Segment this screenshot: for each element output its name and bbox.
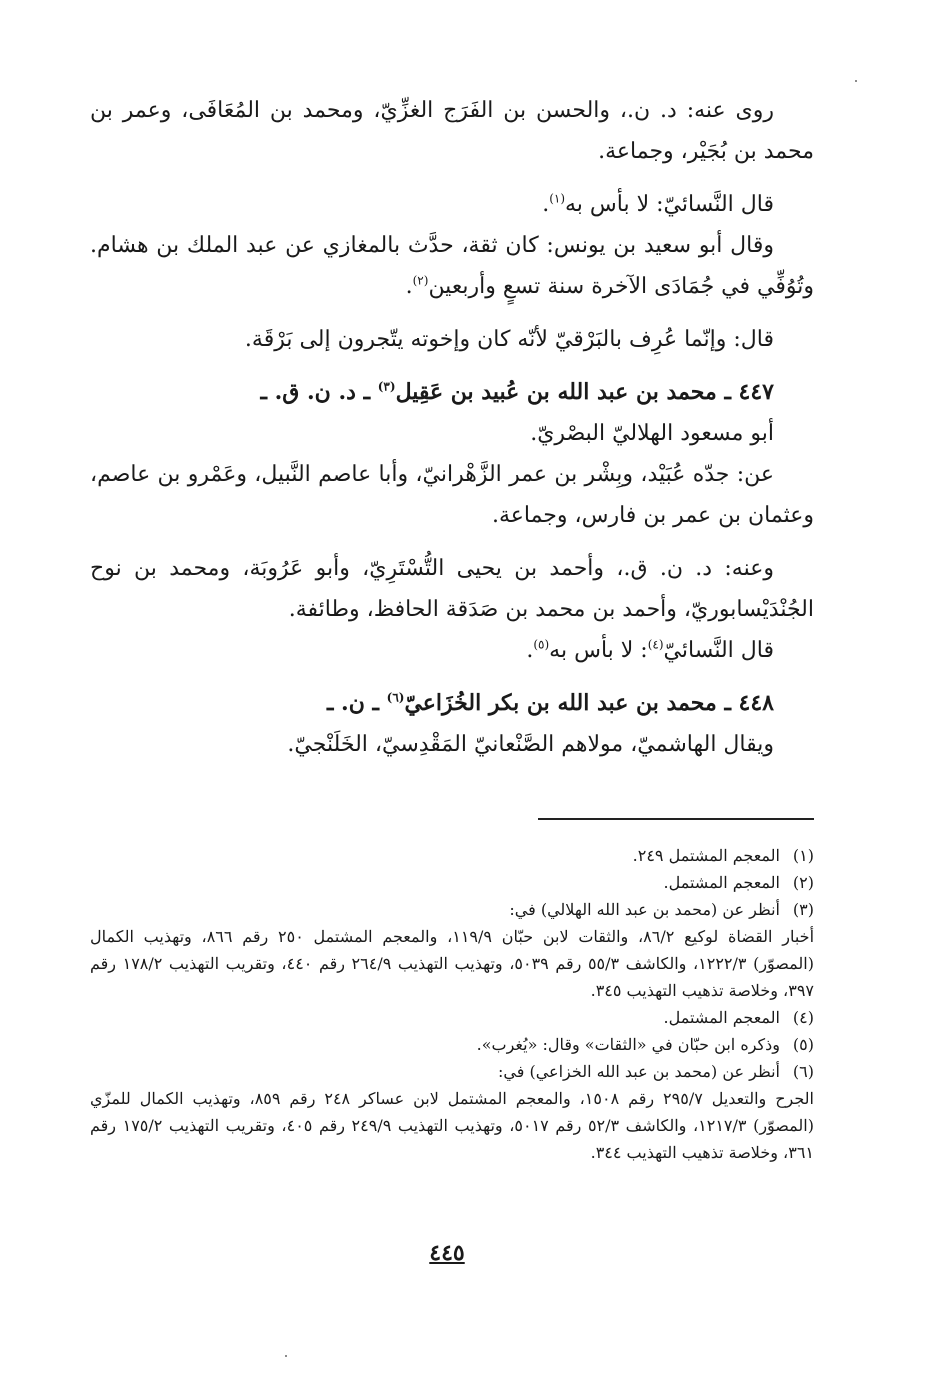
footnote-text: وذكره ابن حبّان في «الثقات» وقال: «يُغرب». xyxy=(476,1035,780,1054)
footnote-ref-4: (٤) xyxy=(647,637,664,652)
scan-speck xyxy=(855,80,857,82)
footnote-text: المعجم المشتمل. xyxy=(663,873,780,892)
entry-number: ٤٤٧ ـ xyxy=(724,379,774,405)
paragraph-nasai-opinion: قال النَّسائيّ: لا بأس به$^{(١)}$. xyxy=(542,191,774,217)
footnote-text: المعجم المشتمل ٢٤٩. xyxy=(632,846,780,865)
footnote-text: أنظر عن (محمد بن عبد الله الهلالي) في: xyxy=(509,900,780,919)
entry-447-kunya: أبو مسعود الهلاليّ البصْريّ. xyxy=(530,421,774,446)
footnote-separator xyxy=(538,818,814,820)
footnote-3 xyxy=(90,896,814,923)
page-number: ٤٤٥ xyxy=(429,1240,465,1266)
paragraph-narrators-from-him: روى عنه: د. ن.، والحسن بن الفَرَج الغزِّيّ، ومحمد بن المُعَافَى، وعمر بن محمد بن بُجَيْر، وجماعة. xyxy=(90,98,814,164)
footnote-ref-5: (٥) xyxy=(533,637,550,652)
entry-number: ٤٤٨ ـ xyxy=(724,690,774,716)
footnote-2 xyxy=(90,869,814,896)
footnote-6-sources: الجرح والتعديل ٢٩٥/٧ رقم ١٥٠٨، والمعجم المشتمل لابن عساكر ٢٤٨ رقم ٨٥٩، وتهذيب الكمال للمزّي (المصوّر) ١٢١٧/٣، والكاشف ٥٢/٣ رقم ٥٠١٧، وتهذيب التهذيب ٢٤٩/٩ رقم ٤٠٥، وتقريب التهذيب ١٧٥/٢ رقم ٣٦١، وخلاصة تذهيب التهذيب ٣٤٤. xyxy=(90,1089,814,1162)
paragraph-ibn-yunus: وقال أبو سعيد بن يونس: كان ثقة، حدَّث بالمغازي عن عبد الملك بن هشام. وتُوُفِّي في جُمَادَى الآخرة سنة تسعٍ وأربعين$^{(٢)}$. xyxy=(90,233,814,299)
footnote-1 xyxy=(90,842,814,869)
footnote-ref-2: (٢) xyxy=(412,273,429,288)
footnote-4 xyxy=(90,1004,814,1031)
footnote-6 xyxy=(90,1058,814,1085)
entry-codes: ـ د. ن. ق. ـ xyxy=(260,379,371,405)
nasai-verdict: : لا بأس به xyxy=(549,638,648,663)
scan-speck xyxy=(285,1355,287,1357)
entry-name: محمد بن عبد الله بن عُبيد بن عَقِيل xyxy=(395,379,717,405)
nasai-label: قال النَّسائيّ xyxy=(663,638,774,663)
footnote-text: المعجم المشتمل. xyxy=(663,1008,780,1027)
footnote-number: (٦) xyxy=(792,1062,814,1081)
entry-447-nasai: قال النَّسائيّ$^{(٤)}$: لا بأس به$^{(٥)}$. xyxy=(526,637,774,663)
footnote-5 xyxy=(90,1031,814,1058)
footnote-ref-3: (٣) xyxy=(377,379,396,394)
entry-447-heading xyxy=(90,372,814,413)
entry-codes: ـ ن. ـ xyxy=(326,690,379,716)
entry-447-students: وعنه: د. ن. ق.، وأحمد بن يحيى التُّسْتَرِيّ، وأبو عَرُوبَة، ومحمد بن نوح الجُنْدَيْسابوريّ، وأحمد بن محمد بن صَدَقة الحافظ، وطائفة. xyxy=(90,556,814,622)
footnotes xyxy=(90,842,814,1166)
footnote-text: أنظر عن (محمد بن عبد الله الخزاعي) في: xyxy=(498,1062,780,1081)
ibn-yunus-text: وقال أبو سعيد بن يونس: كان ثقة، حدَّث بالمغازي عن عبد الملك بن هشام. وتُوُفِّي في جُمَادَى الآخرة سنة تسعٍ وأربعين xyxy=(90,233,814,299)
footnote-ref-6: (٦) xyxy=(386,690,405,705)
footnote-number: (٣) xyxy=(792,900,814,919)
footnote-3-sources: أخبار القضاة لوكيع ٨٦/٢، والثقات لابن حبّان ١١٩/٩، والمعجم المشتمل ٢٥٠ رقم ٨٦٦، وتهذيب الكمال (المصوّر) ١٢٢٢/٣، والكاشف ٥٥/٣ رقم ٥٠٣٩، وتهذيب التهذيب ٢٦٤/٩ رقم ٤٤٠، وتقريب التهذيب ١٧٨/٢ رقم ٣٩٧، وخلاصة تذهيب التهذيب ٣٤٥. xyxy=(90,927,815,1000)
entry-448-nisba: ويقال الهاشميّ، مولاهم الصَّنْعانيّ المَقْدِسيّ، الخَلَنْجيّ. xyxy=(287,732,774,757)
entry-447-teachers: عن: جدّه عُبَيْد، وبِشْر بن عمر الزَّهْرانيّ، وأبا عاصم النَّبيل، وعَمْرو بن عاصم، وعثمان بن عمر بن فارس، وجماعة. xyxy=(90,462,814,528)
entry-448-heading xyxy=(90,683,814,724)
footnote-number: (١) xyxy=(792,846,814,865)
footnote-ref-1: (١) xyxy=(549,191,566,206)
footnote-number: (٥) xyxy=(792,1035,814,1054)
footnote-number: (٤) xyxy=(792,1008,814,1027)
main-text xyxy=(90,90,814,765)
footnote-number: (٢) xyxy=(792,873,814,892)
entry-name: محمد بن عبد الله بن بكر الخُزَاعيّ xyxy=(404,690,717,716)
nasai-text: قال النَّسائيّ: لا بأس به xyxy=(565,192,774,217)
paragraph-barqi: قال: وإنّما عُرِف بالبَرْقيّ لأنّه كان وإخوته يتّجرون إلى بَرْقَة. xyxy=(244,327,774,352)
